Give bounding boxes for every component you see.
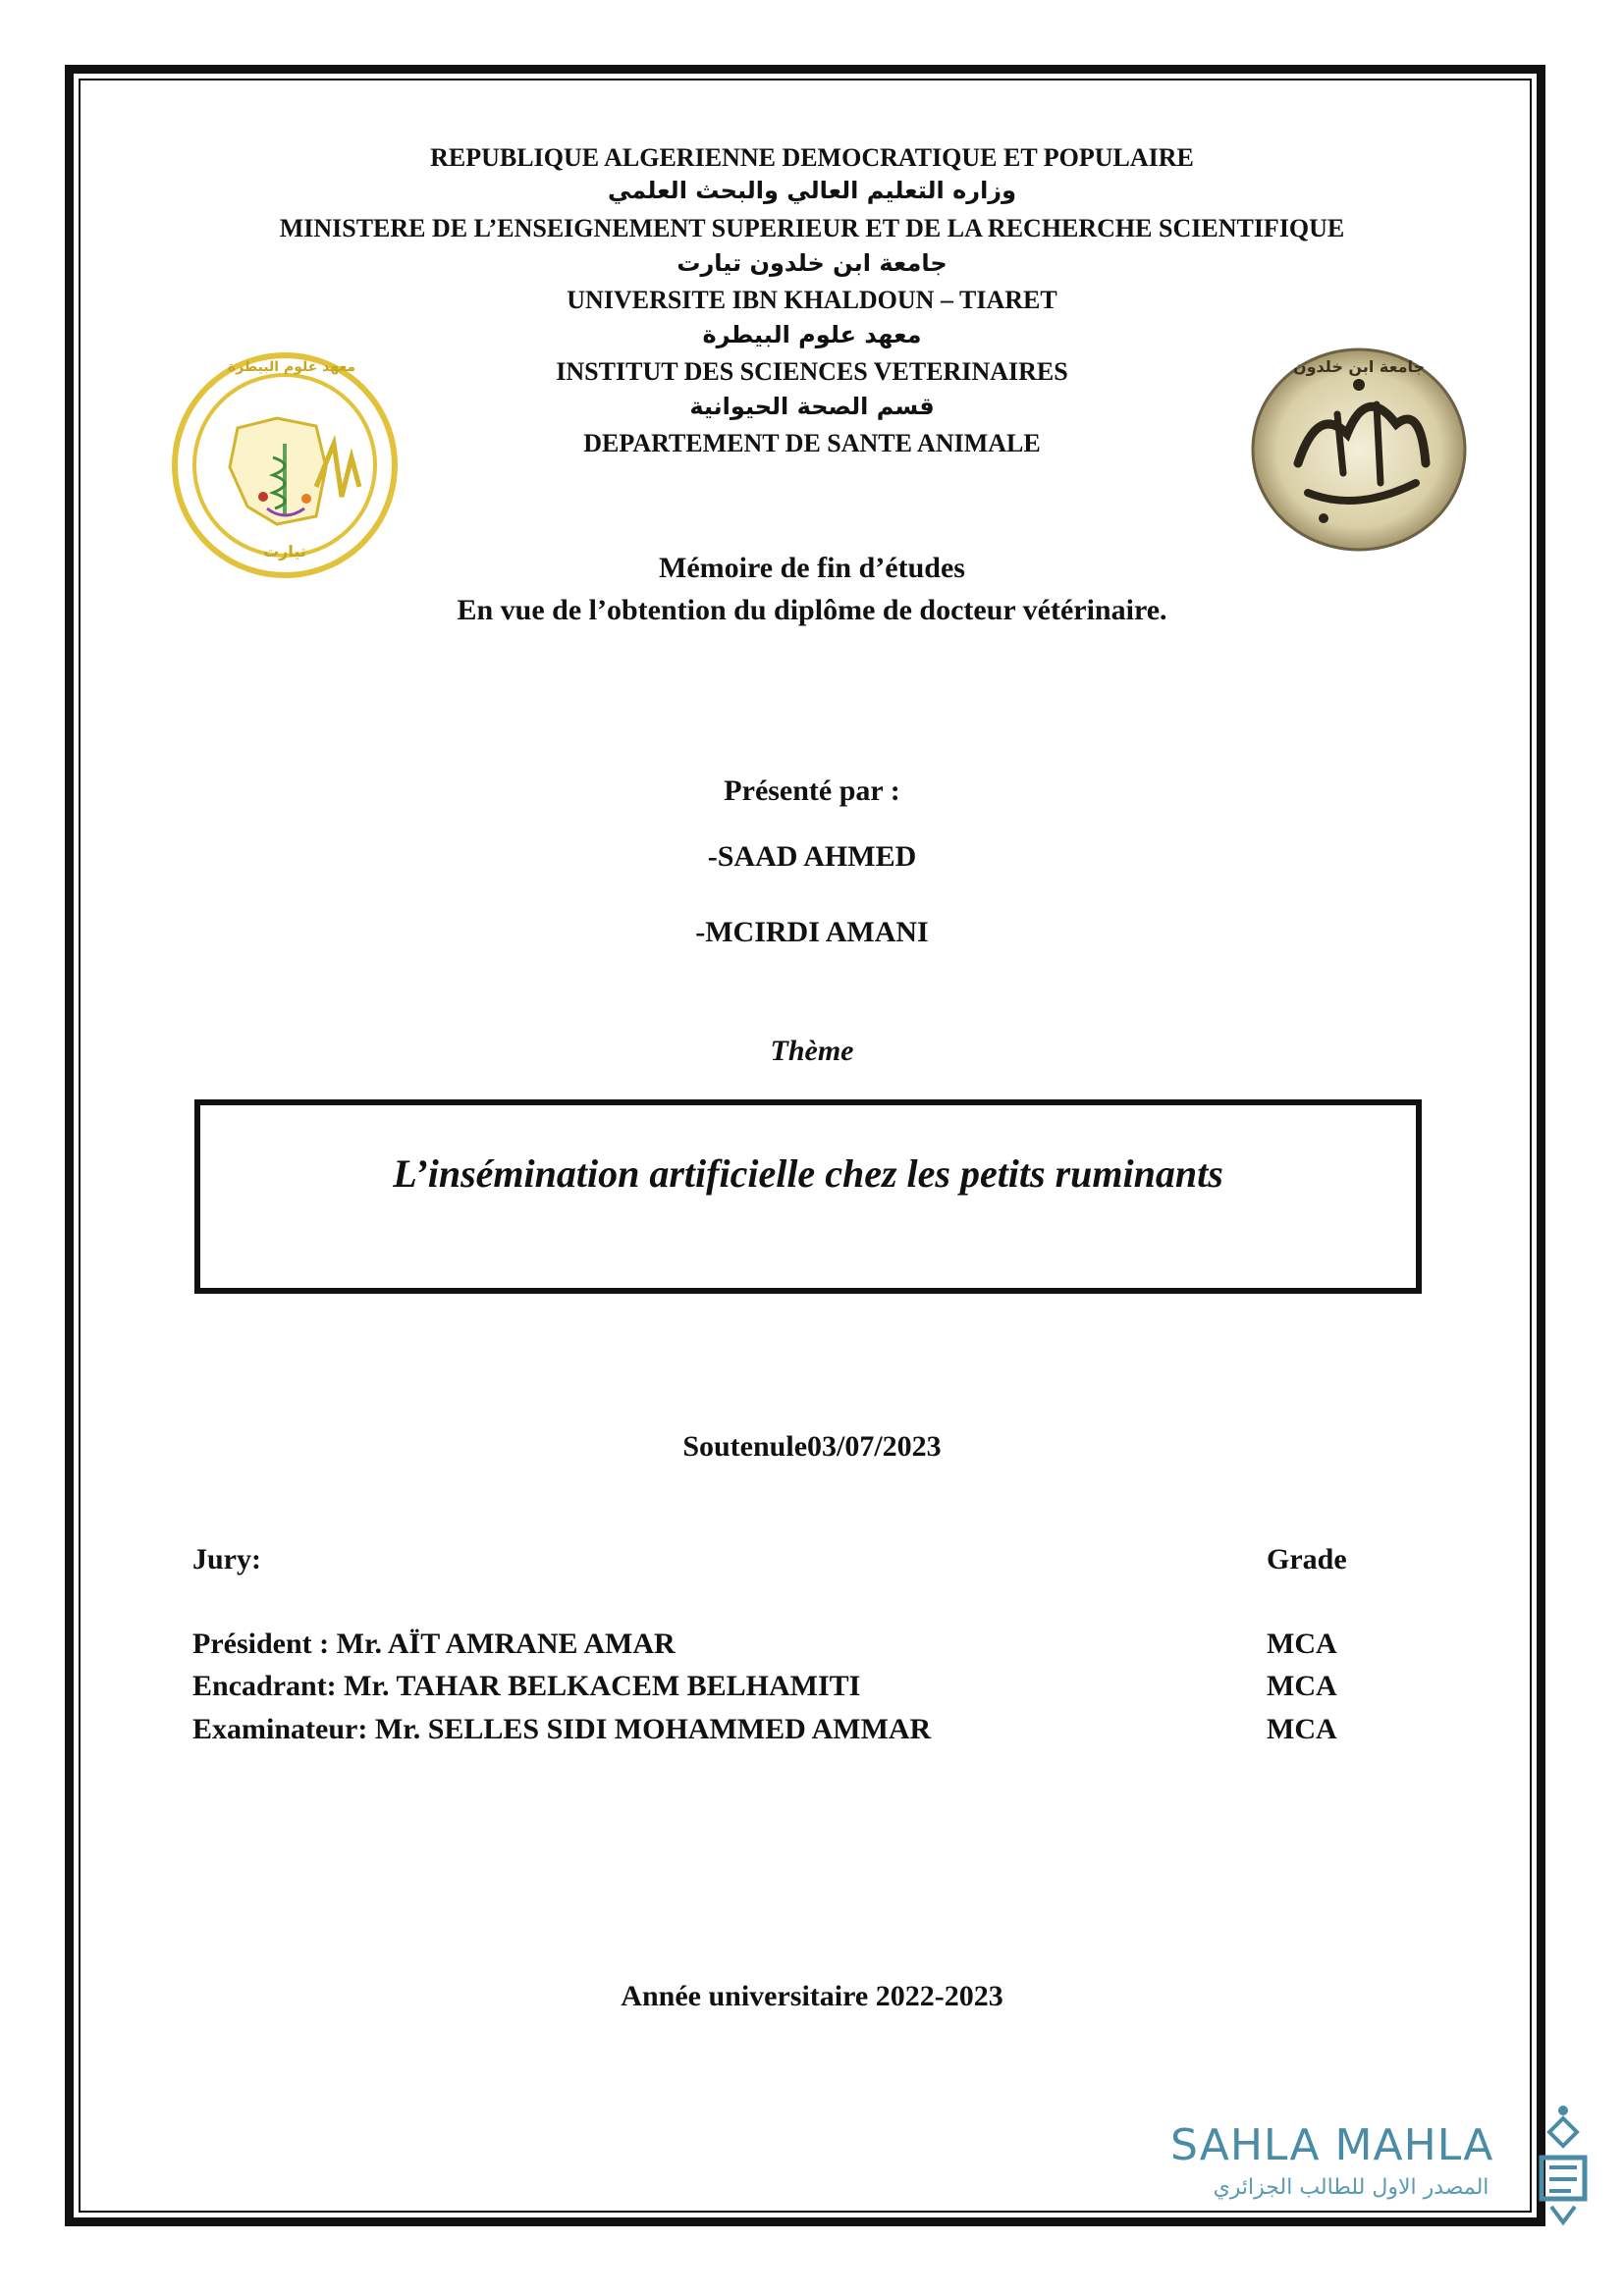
header-department: DEPARTEMENT DE SANTE ANIMALE bbox=[583, 429, 1041, 457]
institute-logo-text-bottom: تيارت bbox=[263, 542, 306, 561]
jury-grade-supervisor: MCA bbox=[1267, 1670, 1337, 1702]
watermark-emblem-icon bbox=[1532, 2101, 1595, 2228]
theme-label: Thème bbox=[770, 1035, 854, 1067]
grade-label: Grade bbox=[1267, 1543, 1347, 1575]
jury-member-president: Président : Mr. AÏT AMRANE AMAR bbox=[192, 1628, 676, 1660]
jury-grade-examiner: MCA bbox=[1267, 1713, 1337, 1745]
header-institute: INSTITUT DES SCIENCES VETERINAIRES bbox=[556, 357, 1068, 386]
defense-date: Soutenule03/07/2023 bbox=[682, 1430, 942, 1463]
theme-title: L’insémination artificielle chez les petits ruminants bbox=[393, 1151, 1223, 1196]
university-seal-logo bbox=[1249, 346, 1469, 554]
watermark-subtitle: المصدر الاول للطالب الجزائري bbox=[1213, 2175, 1489, 2200]
header-university: UNIVERSITE IBN KHALDOUN – TIARET bbox=[567, 286, 1057, 314]
memoire-subtitle: En vue de l’obtention du diplôme de docteur vétérinaire. bbox=[457, 594, 1167, 626]
jury-member-supervisor: Encadrant: Mr. TAHAR BELKACEM BELHAMITI bbox=[192, 1670, 861, 1702]
header-ministry: MINISTERE DE L’ENSEIGNEMENT SUPERIEUR ET DE LA RECHERCHE SCIENTIFIQUE bbox=[279, 214, 1345, 242]
jury-grade-president: MCA bbox=[1267, 1628, 1337, 1660]
header-university-ar: جامعة ابن خلدون تيارت bbox=[677, 249, 947, 277]
jury-member-examiner: Examinateur: Mr. SELLES SIDI MOHAMMED AMMAR bbox=[192, 1713, 932, 1745]
author-2: -MCIRDI AMANI bbox=[695, 916, 929, 948]
university-seal-text: جامعة ابن خلدون bbox=[1292, 357, 1426, 376]
author-1: -SAAD AHMED bbox=[707, 840, 917, 873]
header-republic: REPUBLIQUE ALGERIENNE DEMOCRATIQUE ET POPULAIRE bbox=[430, 143, 1194, 172]
presented-by-label: Présenté par : bbox=[724, 774, 900, 807]
academic-year: Année universitaire 2022-2023 bbox=[621, 1980, 1003, 2012]
memoire-title: Mémoire de fin d’études bbox=[659, 552, 965, 584]
theme-box bbox=[194, 1099, 1422, 1294]
header-ministry-ar: وزاره التعليم العالي والبحث العلمي bbox=[607, 177, 1017, 204]
jury-label: Jury: bbox=[192, 1543, 261, 1575]
header-department-ar: قسم الصحة الحيوانية bbox=[689, 393, 935, 420]
institute-logo-text-top: معهد علوم البيطرة bbox=[228, 359, 356, 375]
watermark-title: SAHLA MAHLA bbox=[1170, 2120, 1494, 2170]
header-institute-ar: معهد علوم البيطرة bbox=[702, 321, 922, 348]
